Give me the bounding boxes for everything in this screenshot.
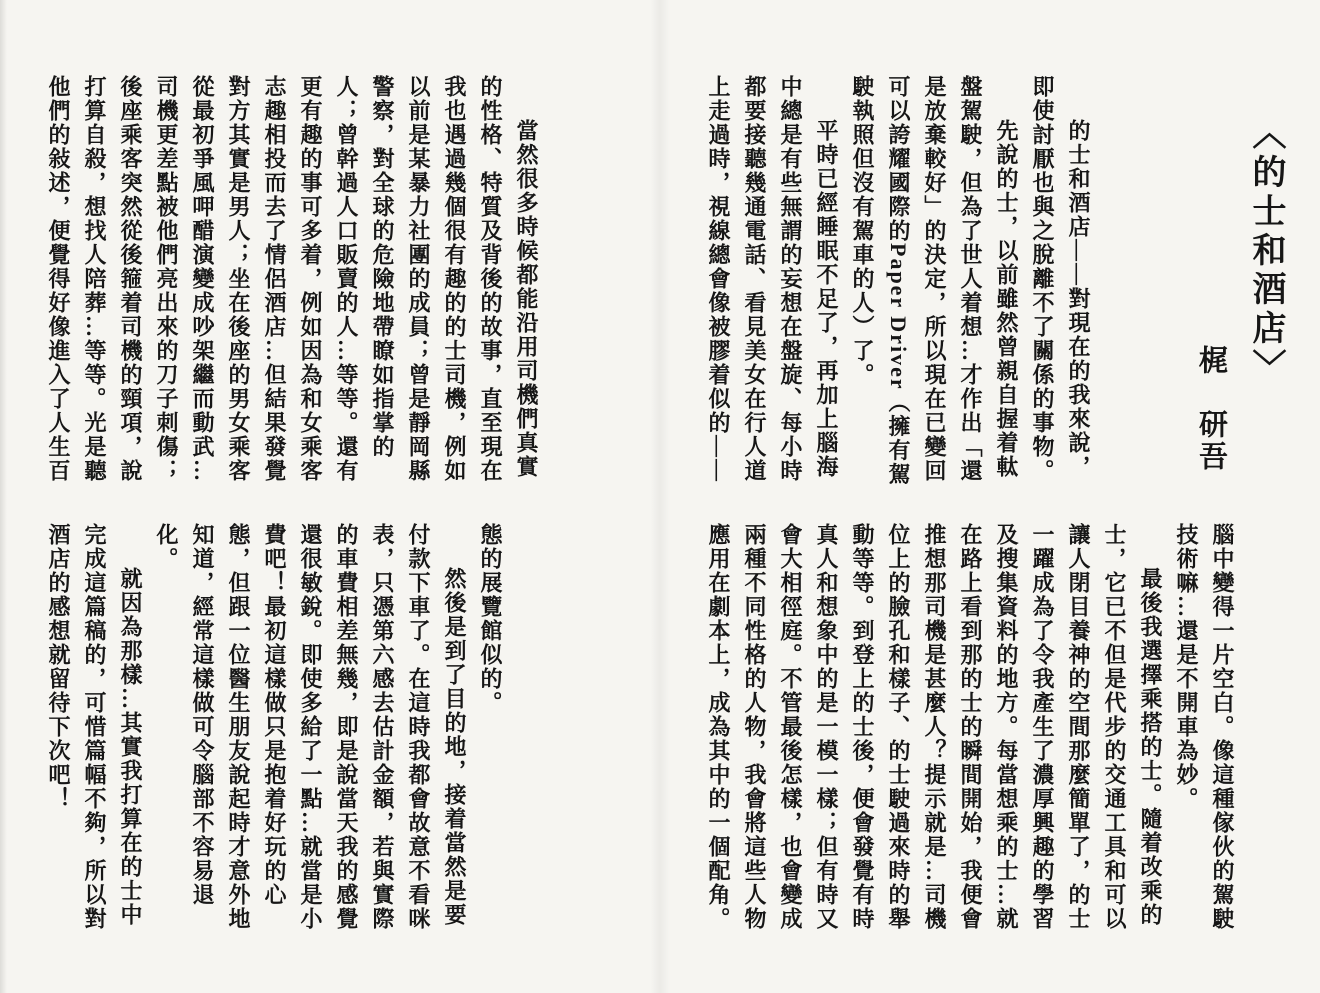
essay-author: 梶 研吾 bbox=[1195, 345, 1227, 473]
paragraph-choosing-taxi: 最後我選擇乘搭的士。隨着改乘的士，它已不但是代步的交通工具和可以讓人閉目養神的空間那麼簡單了，的士一躍成為了令我產生了濃厚興趣的學習及搜集資料的地方。每當想乘的士…就在路上看到那的士的瞬間開始，我便會推想那司機是甚麼人？提示就是…司機位上的臉孔和樣子、的士駛過來時的舉動等等。到登上的士後，便會發覺有時真人和想象中的是一模一樣；但有時又會大相徑庭。不管最後怎樣，也會變成兩種不同性格的人物，我會將這些人物應用在劇本上，成為其中的一個配角。 bbox=[706, 523, 1163, 931]
paragraph-paper-driver: 先說的士，以前雖然曾親自握着軚盤駕駛，但為了世人着想…才作出「還是放棄較好」的決定，所以現在已變回可以誇耀國際的Paper Driver（擁有駕駛執照但沒有駕車的人）了。 bbox=[850, 75, 1019, 487]
essay-title: 〈的士和酒店〉 bbox=[1247, 115, 1284, 388]
paragraph-driver-stories: 當然很多時候都能沿用司機們真實的性格、特質及背後的故事，直至現在我也遇過幾個很有趣的的士司機，例如以前是某暴力社團的成員；曾是靜岡縣警察，對全球的危險地帶瞭如指掌的人；曾幹過人口販賣的人…等等。還有更有趣的事可多着，例如因為和女乘客志趣相投而去了情侶酒店…但結果發覺對方其實是男人；坐在後座的男女乘客從最初爭風呷醋演變成吵架繼而動武…司機更差點被他們亮出來的刀子刺傷；後座乘客突然從後箍着司機的頸項，說打算自殺，想找人陪葬…等等。光是聽他們的敍述，便覺得好像進入了人生百 bbox=[46, 75, 539, 483]
paragraph-daydreaming: 平時已經睡眠不足了，再加上腦海中總是有些無謂的妄想在盤旋、每小時都要接聽幾通電話、看見美女在行人道上走過時，視線總會像被膠着似的—— bbox=[706, 75, 839, 483]
paragraph-paying-fare: 然後是到了目的地，接着當然是要付款下車了。在這時我都會故意不看咪表，只憑第六感去估計金額，若與實際的車費相差無幾，即是說當天我的感覺還很敏銳。即使多給了一點…就當是小費吧！最初這樣做只是抱着好玩的心態，但跟一位醫生朋友說起時才意外地知道，經常這樣做可令腦部不容易退化。 bbox=[154, 523, 467, 931]
right-page-bottom-band bbox=[700, 523, 1266, 941]
right-page-top-band bbox=[700, 75, 1287, 493]
paragraph-intro: 的士和酒店——對現在的我來說，即使討厭也與之脫離不了關係的事物。 bbox=[1030, 75, 1091, 483]
title-block bbox=[1191, 75, 1287, 493]
left-page-bottom-band bbox=[40, 523, 508, 941]
right-page bbox=[660, 0, 1320, 993]
paragraph-continuation: 腦中變得一片空白。像這種傢伙的駕駛技術嘛…還是不開車為妙。 bbox=[1174, 523, 1235, 931]
paragraph-continuation: 態的展覽館似的。 bbox=[478, 523, 503, 715]
left-page-top-band bbox=[40, 75, 544, 493]
paragraph-closing: 就因為那樣…其實我打算在的士中完成這篇稿的，可惜篇幅不夠，所以對酒店的感想就留待下次吧！ bbox=[46, 523, 143, 931]
